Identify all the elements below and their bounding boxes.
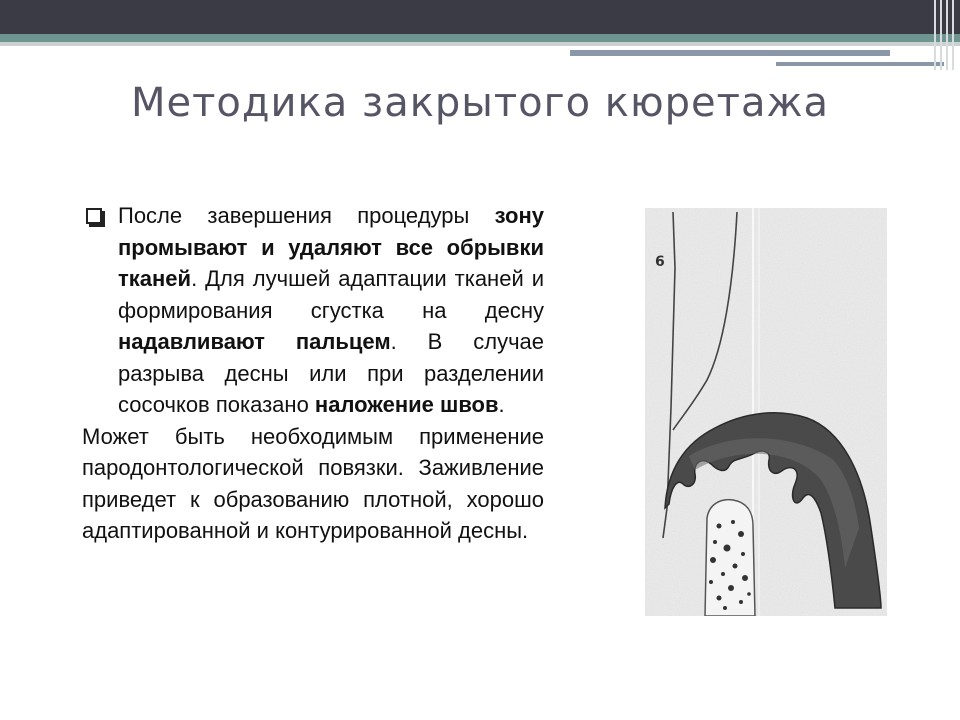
header-band-teal	[0, 34, 960, 42]
header-accent-line-short	[776, 62, 944, 66]
bullet-text-4: .	[498, 392, 505, 417]
header-vertical-lines	[930, 0, 960, 70]
checkbox-bullet-icon	[86, 208, 102, 224]
slide-title: Методика закрытого кюретажа	[130, 80, 829, 126]
bullet-text-2: . Для лучшей адаптации тканей и формирования сгустка на десну	[118, 266, 544, 323]
body-text	[82, 200, 544, 547]
bullet-paragraph	[82, 200, 544, 421]
gingiva-illustration-icon	[645, 208, 887, 616]
figure-label: 6	[655, 254, 665, 270]
plain-paragraph: Может быть необходимым применение пародонтологической повязки. Заживление приведет к образованию плотной, хорошо адаптированной и контурированной десны.	[82, 423, 544, 543]
bullet-text-1: После завершения процедуры	[118, 203, 495, 228]
bullet-text-3: . В случае разрыва десны или при разделении сосочков показано	[118, 329, 544, 417]
header-band-dark	[0, 0, 960, 34]
header-band-grey	[0, 42, 960, 46]
bullet-bold-1: зону промывают и удаляют все обрывки тканей	[118, 203, 544, 291]
bullet-bold-3: наложение швов	[314, 392, 499, 417]
header-accent-line	[570, 50, 890, 56]
bullet-bold-2: надавливают пальцем	[118, 329, 391, 354]
